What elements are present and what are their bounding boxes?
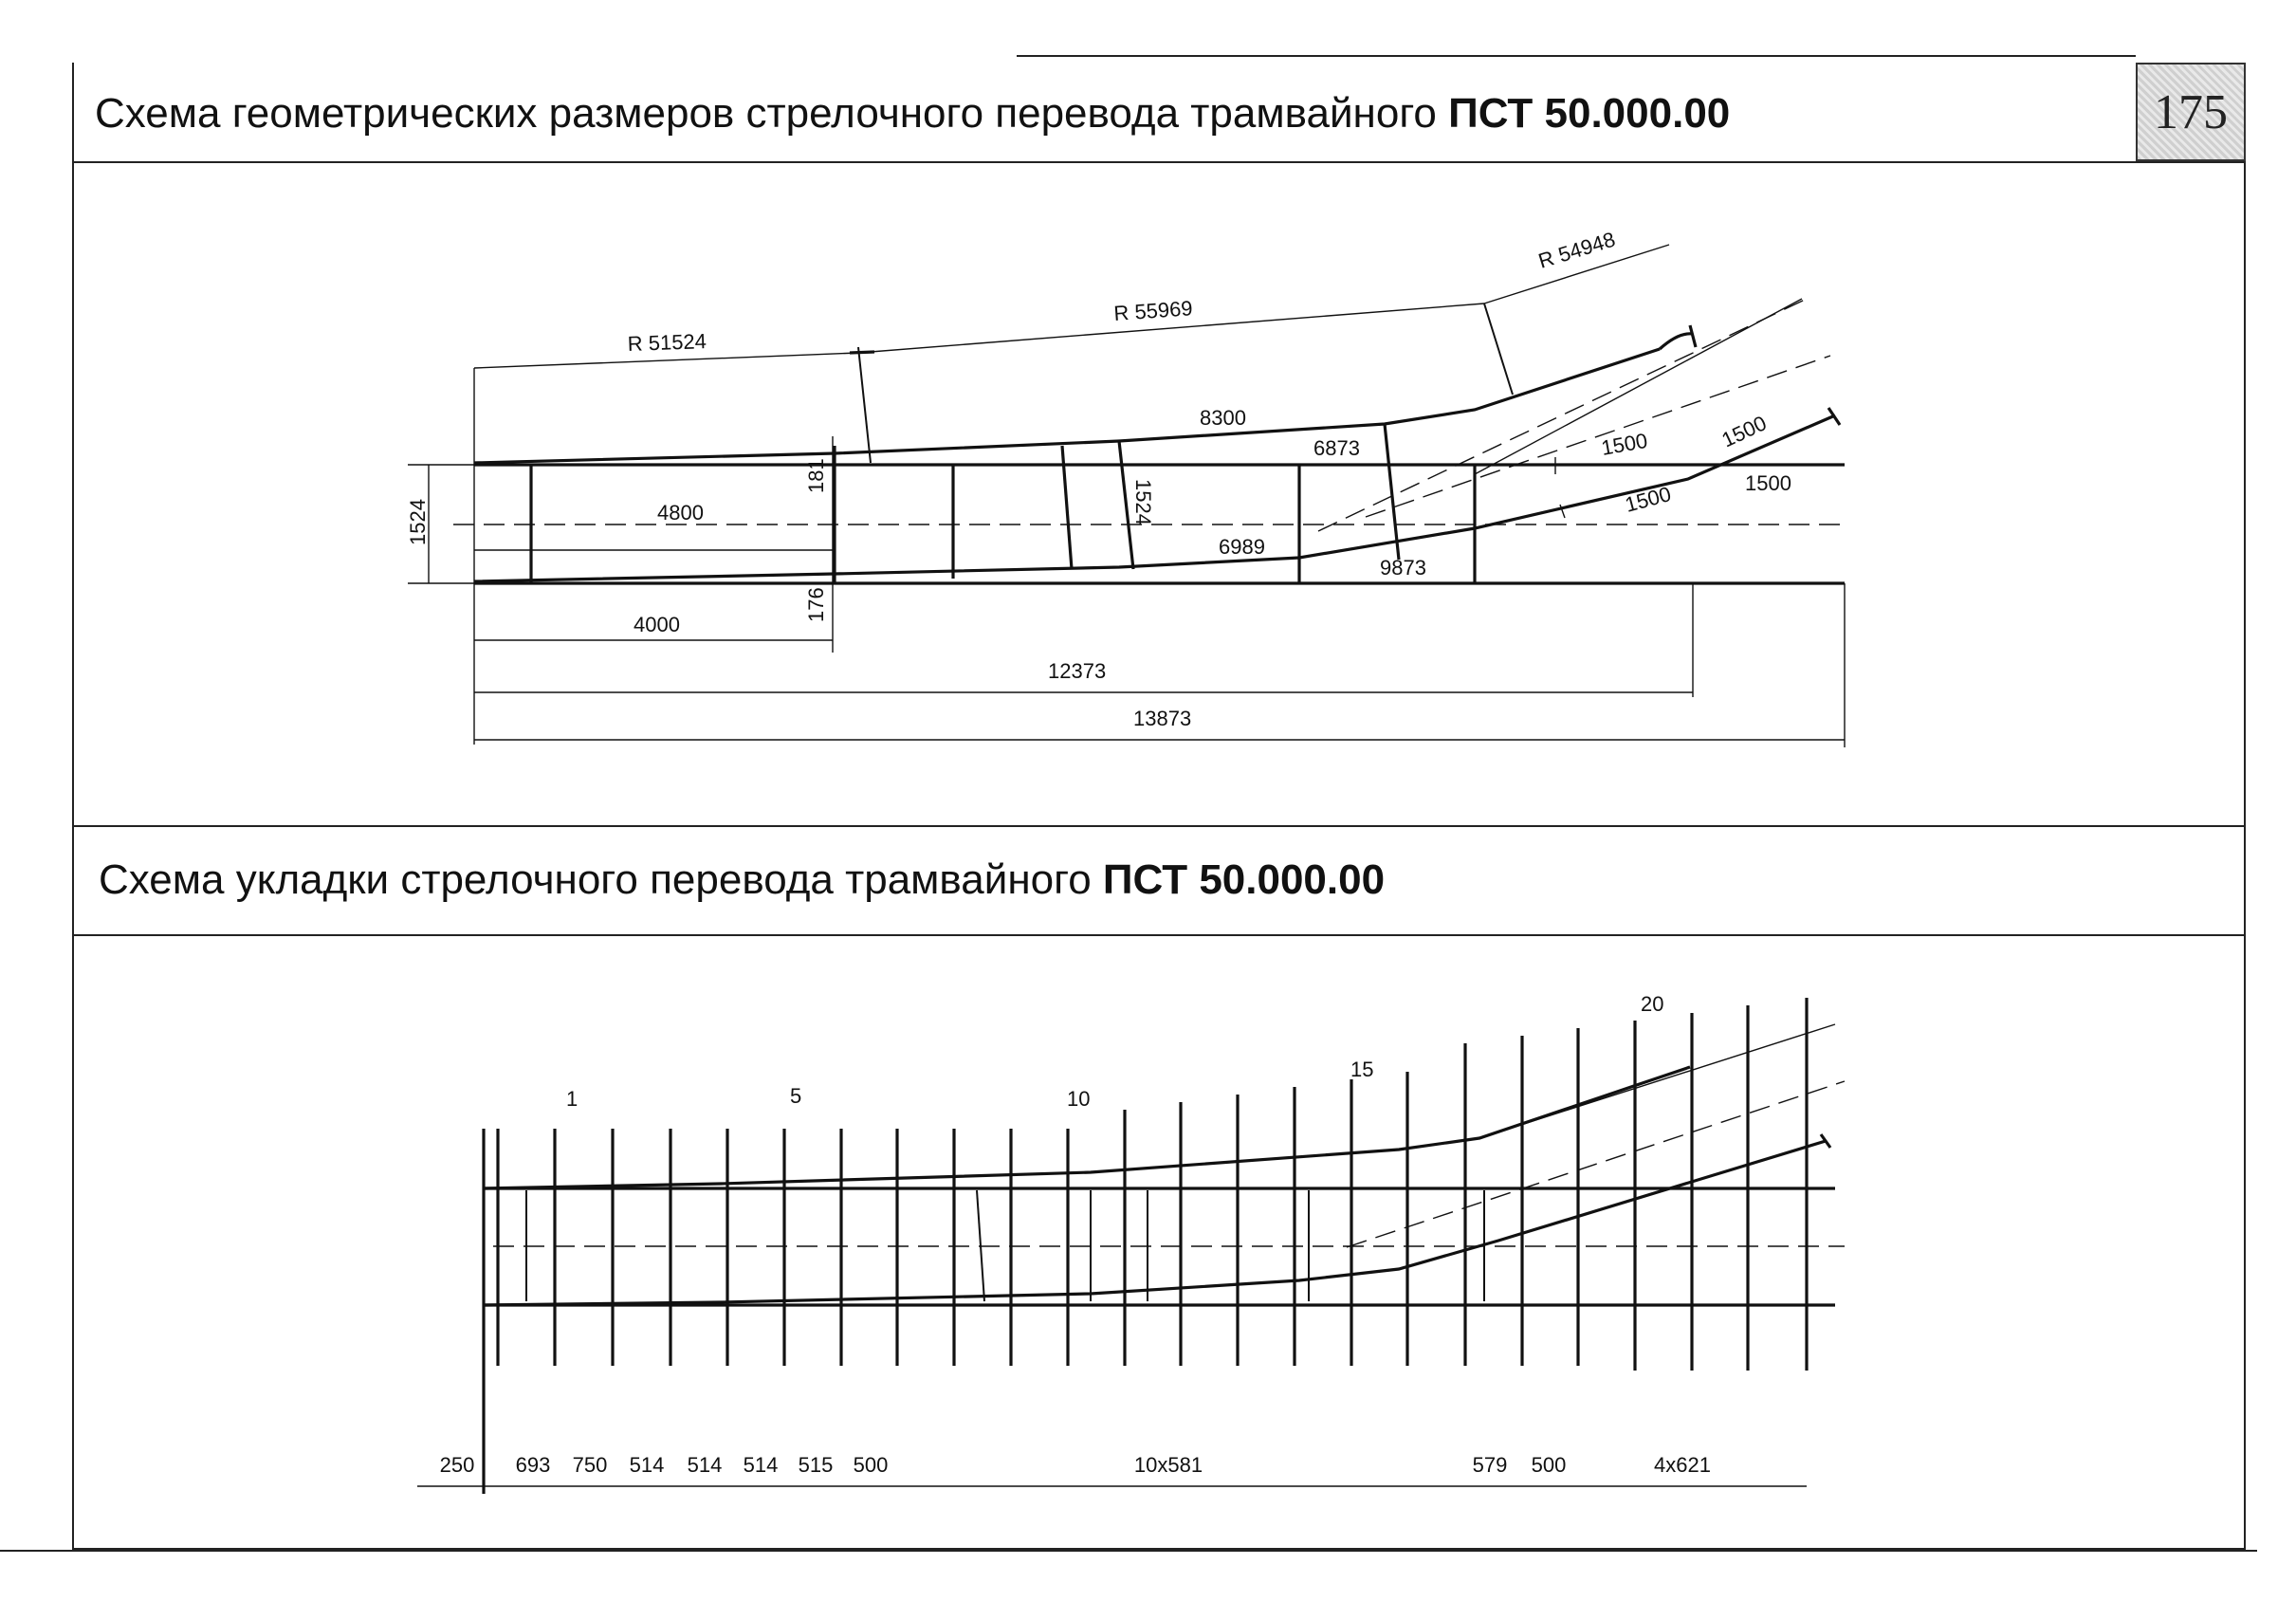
label-r51524: R 51524	[627, 329, 707, 356]
spacing-label-4: 514	[629, 1453, 665, 1477]
layout-diverging-inner	[484, 1141, 1826, 1305]
tie-label-5: 5	[790, 1084, 802, 1108]
label-1500-c: 1500	[1745, 471, 1791, 495]
spacing-label-2: 693	[515, 1453, 551, 1477]
rail-end-tick	[1690, 325, 1696, 347]
tie-label-1: 1	[566, 1087, 579, 1111]
spacing-label-9: 10x581	[1133, 1453, 1203, 1477]
label-13873: 13873	[1133, 707, 1192, 730]
spacing-label-12: 4x621	[1654, 1453, 1711, 1477]
label-r55969: R 55969	[1112, 296, 1194, 325]
section-title-geometry: Схема геометрических размеров стрелочного перевода трамвайного ПСТ 50.000.00	[95, 90, 1731, 137]
spacing-label-10: 579	[1472, 1453, 1508, 1477]
tie-label-20: 20	[1641, 992, 1664, 1016]
spacing-label-1: 250	[439, 1453, 475, 1477]
diverging-rail-outer	[474, 349, 1660, 463]
label-1500-b: 1500	[1717, 411, 1771, 452]
spacing-label-11: 500	[1531, 1453, 1567, 1477]
section-title-layout: Схема укладки стрелочного перевода трамвайного ПСТ 50.000.00	[99, 856, 1386, 903]
label-r54948: R 54948	[1535, 227, 1619, 273]
label-4000: 4000	[634, 613, 680, 636]
label-8300: 8300	[1200, 406, 1246, 430]
laying-scheme	[417, 992, 1845, 1494]
label-6873: 6873	[1313, 436, 1360, 460]
tie-label-15: 15	[1350, 1058, 1374, 1081]
layout-diverging-axis-2	[1479, 1024, 1835, 1138]
label-1500-a: 1500	[1599, 428, 1650, 460]
spacing-labels	[440, 1453, 1711, 1477]
spacing-label-6: 514	[743, 1453, 779, 1477]
geometry-scheme	[406, 228, 1845, 747]
label-1524-left: 1524	[406, 499, 430, 545]
label-6989: 6989	[1219, 535, 1265, 559]
page-number: 175	[2136, 63, 2246, 161]
label-1500-d: 1500	[1622, 482, 1674, 517]
label-4800: 4800	[657, 501, 704, 524]
label-12373: 12373	[1048, 659, 1107, 683]
label-176: 176	[804, 587, 828, 622]
label-1524-mid: 1524	[1131, 479, 1155, 525]
spacing-label-5: 514	[687, 1453, 723, 1477]
spacing-label-7: 515	[798, 1453, 834, 1477]
rail-end-curve	[1660, 334, 1693, 349]
layout-diverging-axis	[1347, 1081, 1845, 1247]
spacing-label-8: 500	[853, 1453, 889, 1477]
spacing-label-3: 750	[572, 1453, 608, 1477]
tie-label-10: 10	[1067, 1087, 1091, 1111]
label-9873: 9873	[1380, 556, 1426, 580]
label-181: 181	[804, 458, 828, 493]
layout-diverging-outer	[484, 1067, 1690, 1188]
